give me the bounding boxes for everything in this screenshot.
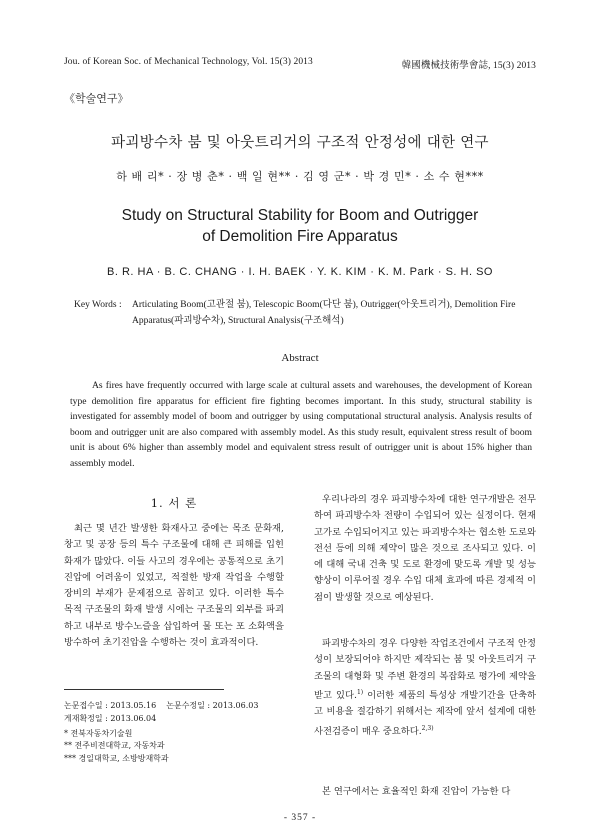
page-number: - 357 - bbox=[283, 813, 317, 823]
received-date: 논문접수일 : 2013.05.16 bbox=[64, 701, 157, 710]
paragraph-text-b: 이러한 제품의 특성상 개발기간을 단축하고 비용을 절감하기 위해서는 제작에 앞서 설계에 대한 사전검증이 매우 중요하다. bbox=[314, 689, 537, 737]
intro-paragraph-left: 최근 몇 년간 발생한 화재사고 중에는 목조 문화재, 창고 및 공장 등의 특수 구조물에 대해 큰 피해를 입힌 화재가 많았다. 이들 사고의 경우에는 공통적으로 초기 진압에 어려움이 있었고, 적절한 방재 작업을 수행할 장비의 부재가 문제점으로 꼽히고 있다. 이러한 특수 목적 구조물의 화재 발생 시에는 구조물의 외부를 파괴하고 내부로 방수노즐을 삽입하여 물 또는 포 소화액을 방수하여 초기진압을 수행하는 것이 효과적이다. bbox=[64, 523, 284, 649]
title-english-line2: of Demolition Fire Apparatus bbox=[202, 228, 398, 245]
journal-header-left: Jou. of Korean Soc. of Mechanical Technology, Vol. 15(3) 2013 bbox=[64, 57, 313, 67]
affiliation-3: *** 경일대학교, 소방방재학과 bbox=[64, 753, 169, 763]
authors-korean: 하 배 리* · 장 병 춘* · 백 일 현** · 김 영 군* · 박 경 민* · 소 수 현*** bbox=[116, 170, 484, 183]
authors-english: B. R. HA · B. C. CHANG · I. H. BAEK · Y. K. KIM · K. M. Park · S. H. SO bbox=[107, 266, 493, 278]
keywords-label: Key Words : bbox=[74, 300, 122, 310]
abstract-heading: Abstract bbox=[281, 352, 319, 364]
citation-ref-1: 1) bbox=[356, 688, 364, 696]
dates-row-1 bbox=[64, 700, 258, 713]
intro-paragraph-right-1: 우리나라의 경우 파괴방수차에 대한 연구개발은 전무하여 파괴방수차 전량이 수입되어 있는 실정이다. 현재 고가로 수입되어지고 있는 파괴방수차는 협소한 도로와 전선 등에 의해 제약이 많은 것으로 조사되고 있다. 이에 대해 국내 건축 및 도로 환경에 맞도록 개발 및 성능향상이 이루어질 경우 수입 대체 효과에 따른 경제적 이점이 발생할 것으로 예상된다. bbox=[314, 494, 536, 603]
keywords-text-2: Apparatus(파괴방수차), Structural Analysis(구조해석) bbox=[132, 316, 344, 326]
abstract-body: As fires have frequently occurred with large scale at cultural assets and warehouses, the development of Korean type demolition fire apparatus for efficient fire fighting becomes important. In this study, structural stability is investigated for assembly model of boom and outrigger by using computational structural analysis. Analysis results of boom and outrigger unit are also compared with assembly model. As this study result, equivalent stress result of boom unit is about 6% higher than assembly model and equivalent stress result of outrigger unit is about 15% higher than assembly model. bbox=[70, 380, 532, 469]
intro-paragraph-right-3: 본 연구에서는 효율적인 화재 진압이 가능한 다 bbox=[322, 786, 511, 797]
paper-dates bbox=[64, 700, 258, 725]
citation-ref-2: 2,3) bbox=[421, 724, 434, 732]
accepted-date: 게재확정일 : 2013.06.04 bbox=[64, 713, 157, 723]
intro-paragraph-right-2 bbox=[314, 636, 536, 740]
journal-header-right: 韓國機械技術學會誌, 15(3) 2013 bbox=[401, 61, 536, 71]
paragraph-text-a: 파괴방수차의 경우 다양한 작업조건에서 구조적 안정성이 보장되어야 하지만 제작되는 붐 및 아웃트리거 구조물의 대형화 및 주변 환경의 복잡화로 평가에 제약을 받고 있다. bbox=[314, 638, 536, 701]
category-label: 《학술연구》 bbox=[64, 92, 129, 105]
revised-date: 논문수정일 : 2013.06.03 bbox=[166, 701, 259, 710]
section-heading-introduction: 1. 서 론 bbox=[150, 496, 198, 510]
title-korean: 파괴방수차 붐 및 아웃트리거의 구조적 안정성에 대한 연구 bbox=[111, 135, 489, 151]
affiliations bbox=[64, 728, 169, 765]
affiliation-1: * 전북자동차기술원 bbox=[64, 729, 133, 738]
keywords-text-1: Articulating Boom(고관절 붐), Telescopic Boom(다단 붐), Outrigger(아웃트리거), Demolition Fire bbox=[132, 300, 516, 310]
affiliation-2: ** 전주비전대학교, 자동차과 bbox=[64, 741, 165, 751]
keywords-line1 bbox=[74, 297, 544, 313]
title-english-line1: Study on Structural Stability for Boom and Outrigger bbox=[121, 207, 479, 224]
keywords-block bbox=[74, 297, 544, 329]
footnote-divider bbox=[64, 689, 224, 690]
